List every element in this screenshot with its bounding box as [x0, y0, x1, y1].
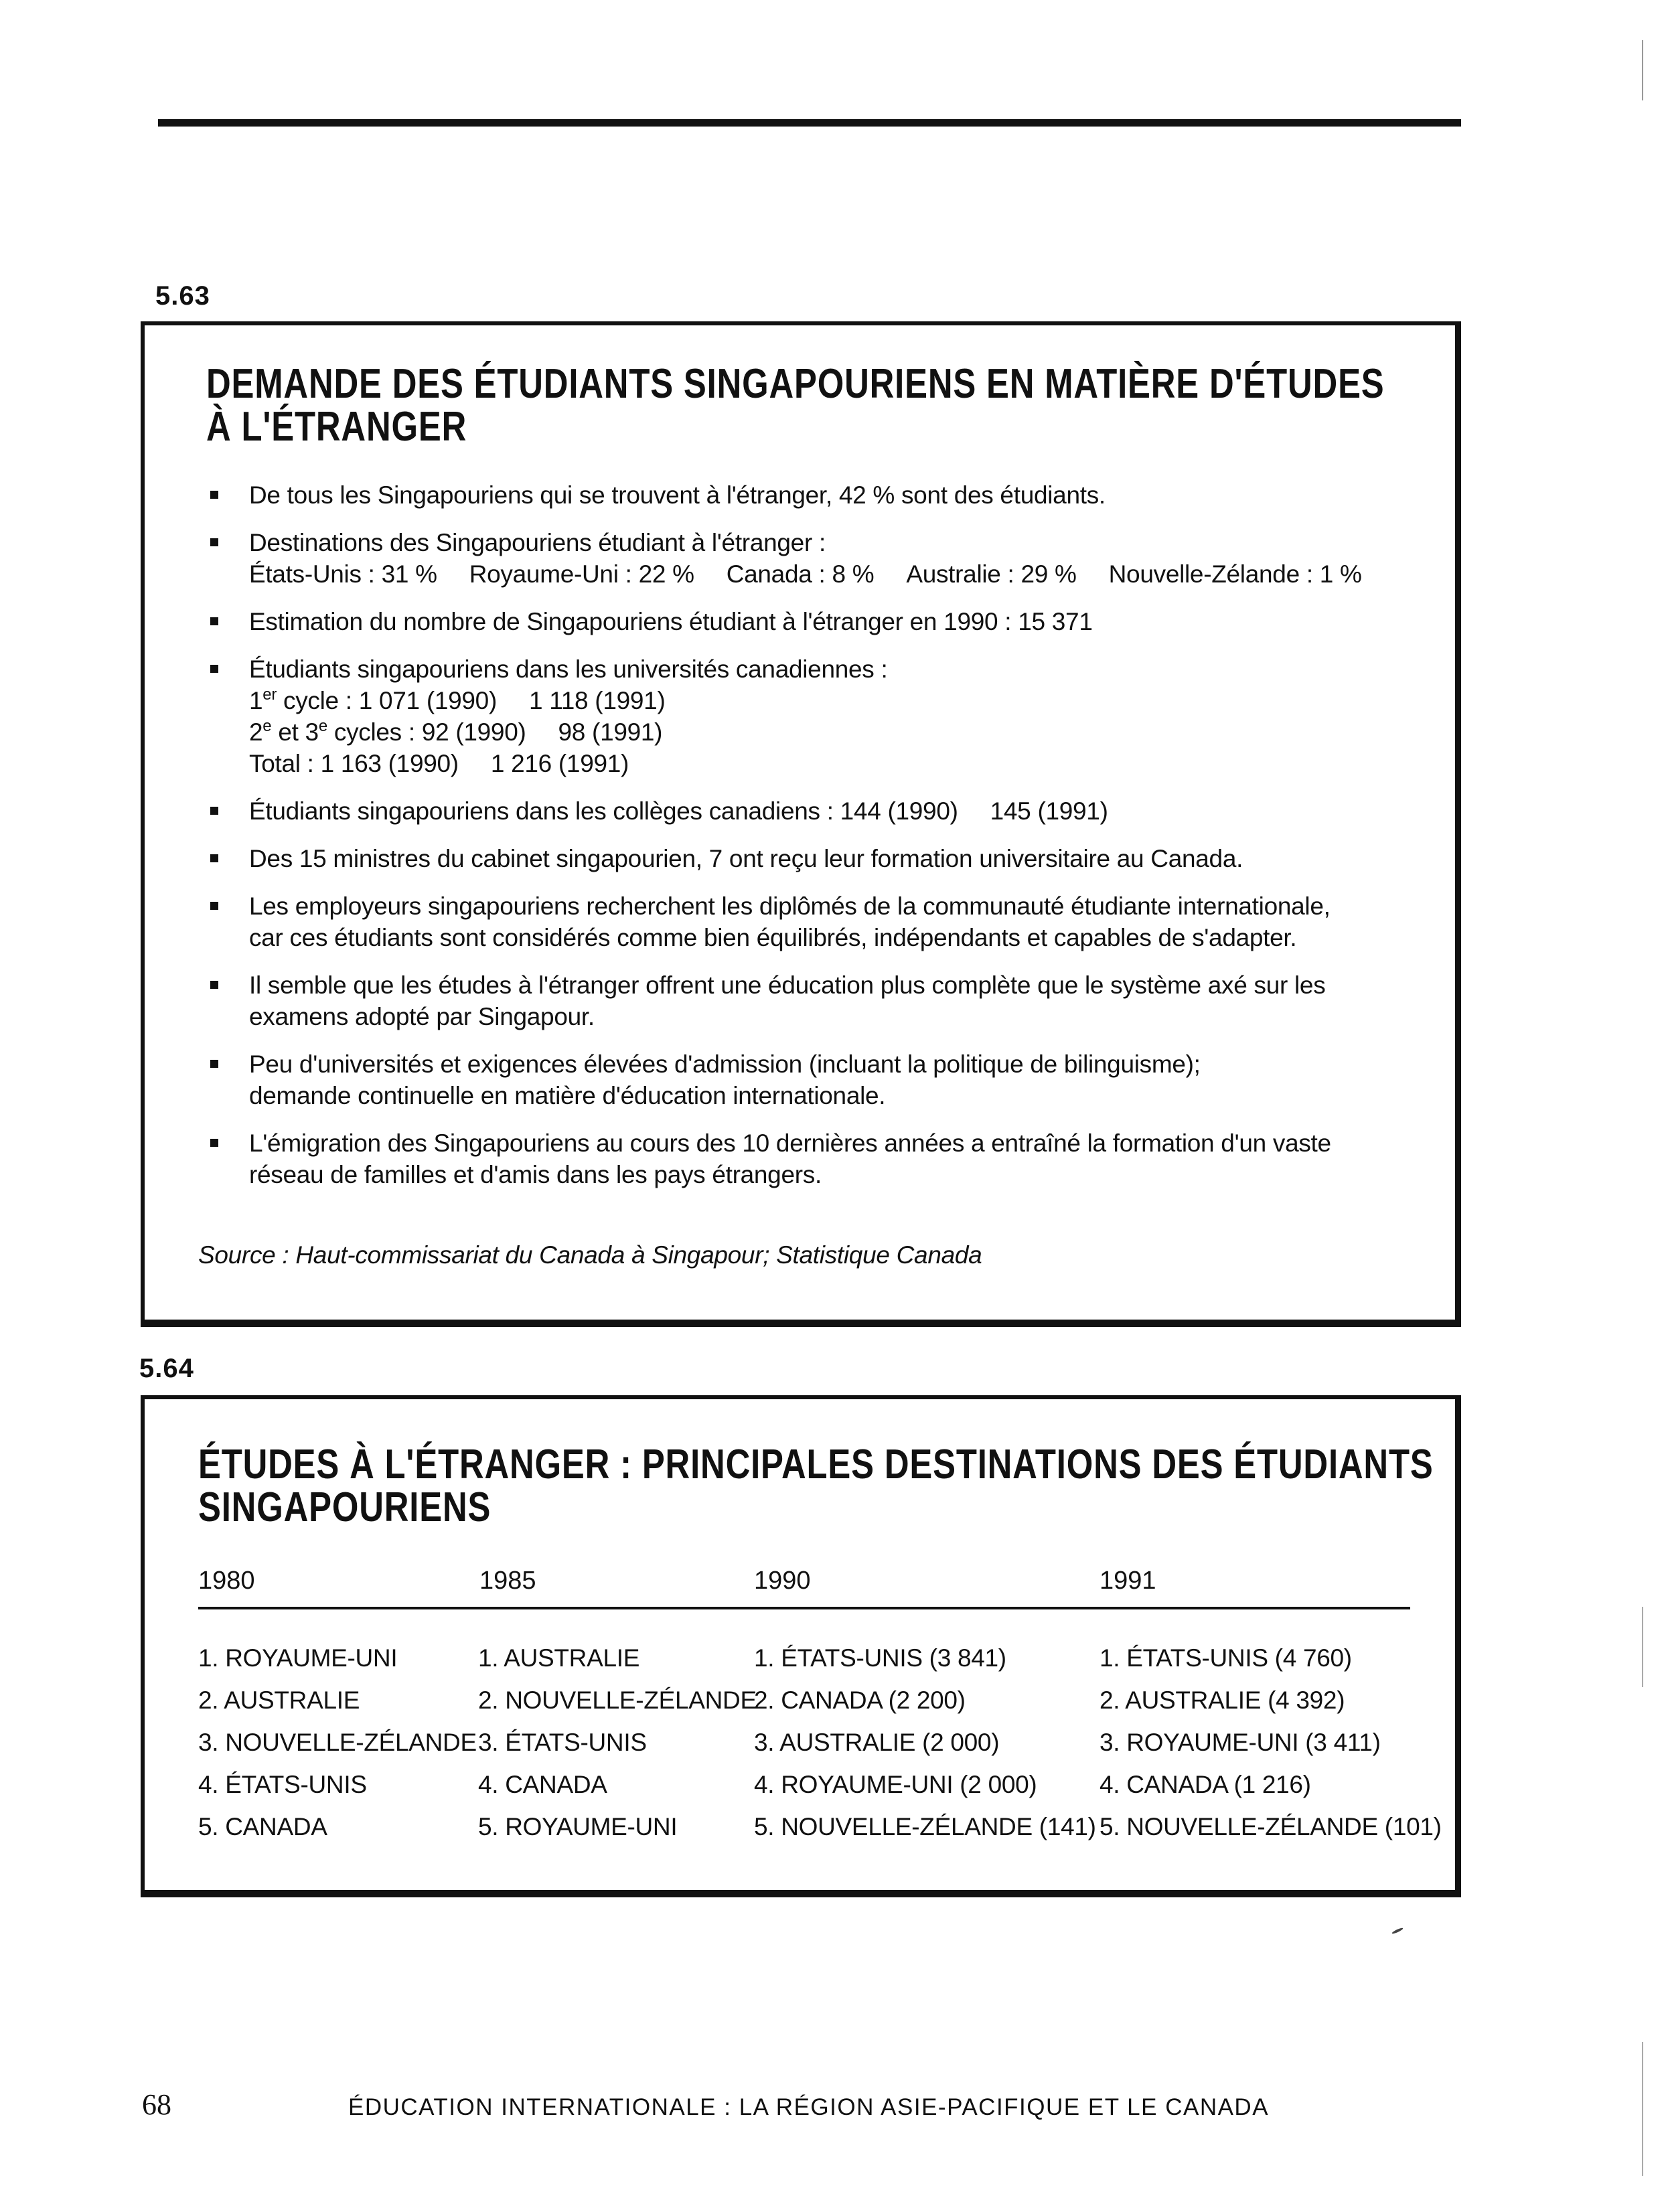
colleges-1991: 145 (1991) — [990, 797, 1108, 825]
scan-edge-mark — [1642, 40, 1643, 100]
destinations-title — [198, 1441, 1434, 1530]
list-item: 3. ROYAUME-UNI (3 411) — [1100, 1729, 1381, 1756]
column-1991 — [1100, 1637, 1442, 1848]
running-footer: ÉDUCATION INTERNATIONALE : LA RÉGION ASIE-PACIFIQUE ET LE CANADA — [348, 2094, 1270, 2120]
list-item: 5. CANADA — [198, 1813, 327, 1840]
bullet-square-icon — [210, 665, 218, 673]
demand-title-line-1: DEMANDE DES ÉTUDIANTS SINGAPOURIENS EN MATIÈRE D'ÉTUDES — [206, 361, 1385, 407]
year-1991: 1991 — [1100, 1567, 1156, 1595]
bullet-text: Peu d'universités et exigences élevées d'admission (incluant la politique de bilinguisme); — [249, 1050, 1201, 1078]
bullet-text: Estimation du nombre de Singapouriens étudiant à l'étranger en 1990 : 15 371 — [249, 608, 1093, 635]
list-item: 3. ÉTATS-UNIS — [478, 1729, 647, 1756]
bullet-text: Destinations des Singapouriens étudiant à l'étranger : — [249, 529, 826, 556]
total-row — [249, 748, 1445, 779]
bullet-text: L'émigration des Singapouriens au cours des 10 dernières années a entraîné la formation d'un vaste — [249, 1129, 1331, 1157]
destination-new-zealand: Nouvelle-Zélande : 1 % — [1108, 560, 1362, 588]
year-header-row — [198, 1567, 1410, 1609]
destination-canada: Canada : 8 % — [726, 560, 875, 588]
scan-edge-mark — [1642, 2042, 1643, 2176]
bullet-text: réseau de familles et d'amis dans les pays étrangers. — [249, 1161, 822, 1188]
list-item: 3. AUSTRALIE (2 000) — [754, 1729, 1000, 1756]
bullet-item — [206, 606, 1445, 637]
bullet-item — [206, 653, 1445, 779]
bullet-text: Les employeurs singapouriens recherchent les diplômés de la communauté étudiante internationale, — [249, 892, 1331, 920]
list-item: 4. CANADA — [478, 1771, 607, 1798]
bullet-text — [249, 795, 1445, 827]
destinations-row — [249, 558, 1445, 590]
colleges-1990: Étudiants singapouriens dans les collèges canadiens : 144 (1990) — [249, 797, 958, 825]
list-item: 1. ÉTATS-UNIS (4 760) — [1100, 1644, 1352, 1672]
bullet-text: Des 15 ministres du cabinet singapourien, 7 ont reçu leur formation universitaire au Canada. — [249, 845, 1243, 872]
top-rule — [158, 119, 1461, 127]
bullet-square-icon — [210, 617, 218, 625]
bullet-square-icon — [210, 854, 218, 862]
list-item: 4. CANADA (1 216) — [1100, 1771, 1311, 1798]
destinations-box — [141, 1395, 1461, 1897]
list-item: 2. AUSTRALIE — [198, 1686, 360, 1714]
list-item: 5. ROYAUME-UNI — [478, 1813, 678, 1840]
first-cycle-1991: 1 118 (1991) — [528, 687, 666, 714]
bullet-square-icon — [210, 807, 218, 815]
total-1991: 1 216 (1991) — [490, 750, 629, 777]
ordinal-suffix: er — [262, 686, 277, 704]
bullet-square-icon — [210, 491, 218, 499]
column-1990 — [754, 1637, 1096, 1848]
first-cycle-1990: cycle : 1 071 (1990) — [277, 687, 497, 714]
bullet-text: De tous les Singapouriens qui se trouvent à l'étranger, 42 % sont des étudiants. — [249, 481, 1106, 509]
list-item: 1. AUSTRALIE — [478, 1644, 640, 1672]
list-item: 5. NOUVELLE-ZÉLANDE (141) — [754, 1813, 1096, 1840]
year-1980: 1980 — [198, 1567, 255, 1595]
scan-speck — [1391, 1927, 1404, 1934]
destination-uk: Royaume-Uni : 22 % — [469, 560, 694, 588]
bullet-item — [206, 969, 1445, 1032]
bullet-square-icon — [210, 538, 218, 546]
page-number: 68 — [142, 2088, 171, 2121]
scan-edge-mark — [1642, 1607, 1643, 1687]
destination-australia: Australie : 29 % — [906, 560, 1077, 588]
demand-box — [141, 321, 1461, 1327]
destination-us: États-Unis : 31 % — [249, 560, 437, 588]
list-item: 4. ROYAUME-UNI (2 000) — [754, 1771, 1037, 1798]
bullet-text: examens adopté par Singapour. — [249, 1003, 595, 1030]
list-item: 1. ROYAUME-UNI — [198, 1644, 398, 1672]
bullet-square-icon — [210, 1139, 218, 1147]
bullet-item — [206, 843, 1445, 874]
list-item: 2. CANADA (2 200) — [754, 1686, 966, 1714]
year-1985: 1985 — [479, 1567, 536, 1595]
bullet-text: Étudiants singapouriens dans les universités canadiennes : — [249, 655, 888, 683]
destinations-title-line-1: ÉTUDES À L'ÉTRANGER : PRINCIPALES DESTINATIONS DES ÉTUDIANTS — [198, 1441, 1434, 1488]
list-item: 4. ÉTATS-UNIS — [198, 1771, 367, 1798]
bullet-square-icon — [210, 902, 218, 910]
figure-number-5-63: 5.63 — [155, 281, 210, 311]
ordinal-suffix: e — [262, 717, 272, 735]
bullet-item — [206, 1048, 1445, 1111]
second-cycle-1990: cycles : 92 (1990) — [327, 718, 526, 746]
ordinal-suffix: e — [318, 717, 327, 735]
year-1990: 1990 — [754, 1567, 811, 1595]
bullet-text: Il semble que les études à l'étranger offrent une éducation plus complète que le système axé sur les — [249, 971, 1326, 999]
demand-title-line-2: À L'ÉTRANGER — [206, 404, 467, 450]
cycle-number: 1 — [249, 687, 263, 714]
demand-bullet-list — [206, 479, 1445, 1206]
bullet-text: car ces étudiants sont considérés comme bien équilibrés, indépendants et capables de s'adapter. — [249, 924, 1297, 951]
bullet-item — [206, 527, 1445, 590]
total-1990: Total : 1 163 (1990) — [249, 750, 459, 777]
column-1980 — [198, 1637, 477, 1848]
list-item: 1. ÉTATS-UNIS (3 841) — [754, 1644, 1006, 1672]
second-third-cycle-row — [249, 716, 1445, 748]
second-cycle-1991: 98 (1991) — [558, 718, 663, 746]
bullet-square-icon — [210, 1060, 218, 1068]
figure-number-5-64: 5.64 — [139, 1354, 194, 1383]
cycle-conjunction: et 3 — [271, 718, 319, 746]
bullet-item — [206, 1127, 1445, 1190]
bullet-square-icon — [210, 981, 218, 989]
bullet-text: demande continuelle en matière d'éducation internationale. — [249, 1082, 886, 1109]
list-item: 2. NOUVELLE-ZÉLANDE — [478, 1686, 757, 1714]
list-item: 5. NOUVELLE-ZÉLANDE (101) — [1100, 1813, 1442, 1840]
first-cycle-row — [249, 685, 1445, 716]
list-item: 2. AUSTRALIE (4 392) — [1100, 1686, 1345, 1714]
bullet-item — [206, 795, 1445, 827]
list-item: 3. NOUVELLE-ZÉLANDE — [198, 1729, 477, 1756]
cycle-number: 2 — [249, 718, 263, 746]
bullet-item — [206, 479, 1445, 511]
destinations-title-line-2: SINGAPOURIENS — [198, 1484, 491, 1530]
source-note: Source : Haut-commissariat du Canada à Singapour; Statistique Canada — [198, 1241, 982, 1269]
demand-title — [206, 363, 1414, 449]
bullet-item — [206, 890, 1445, 953]
column-1985 — [478, 1637, 757, 1848]
